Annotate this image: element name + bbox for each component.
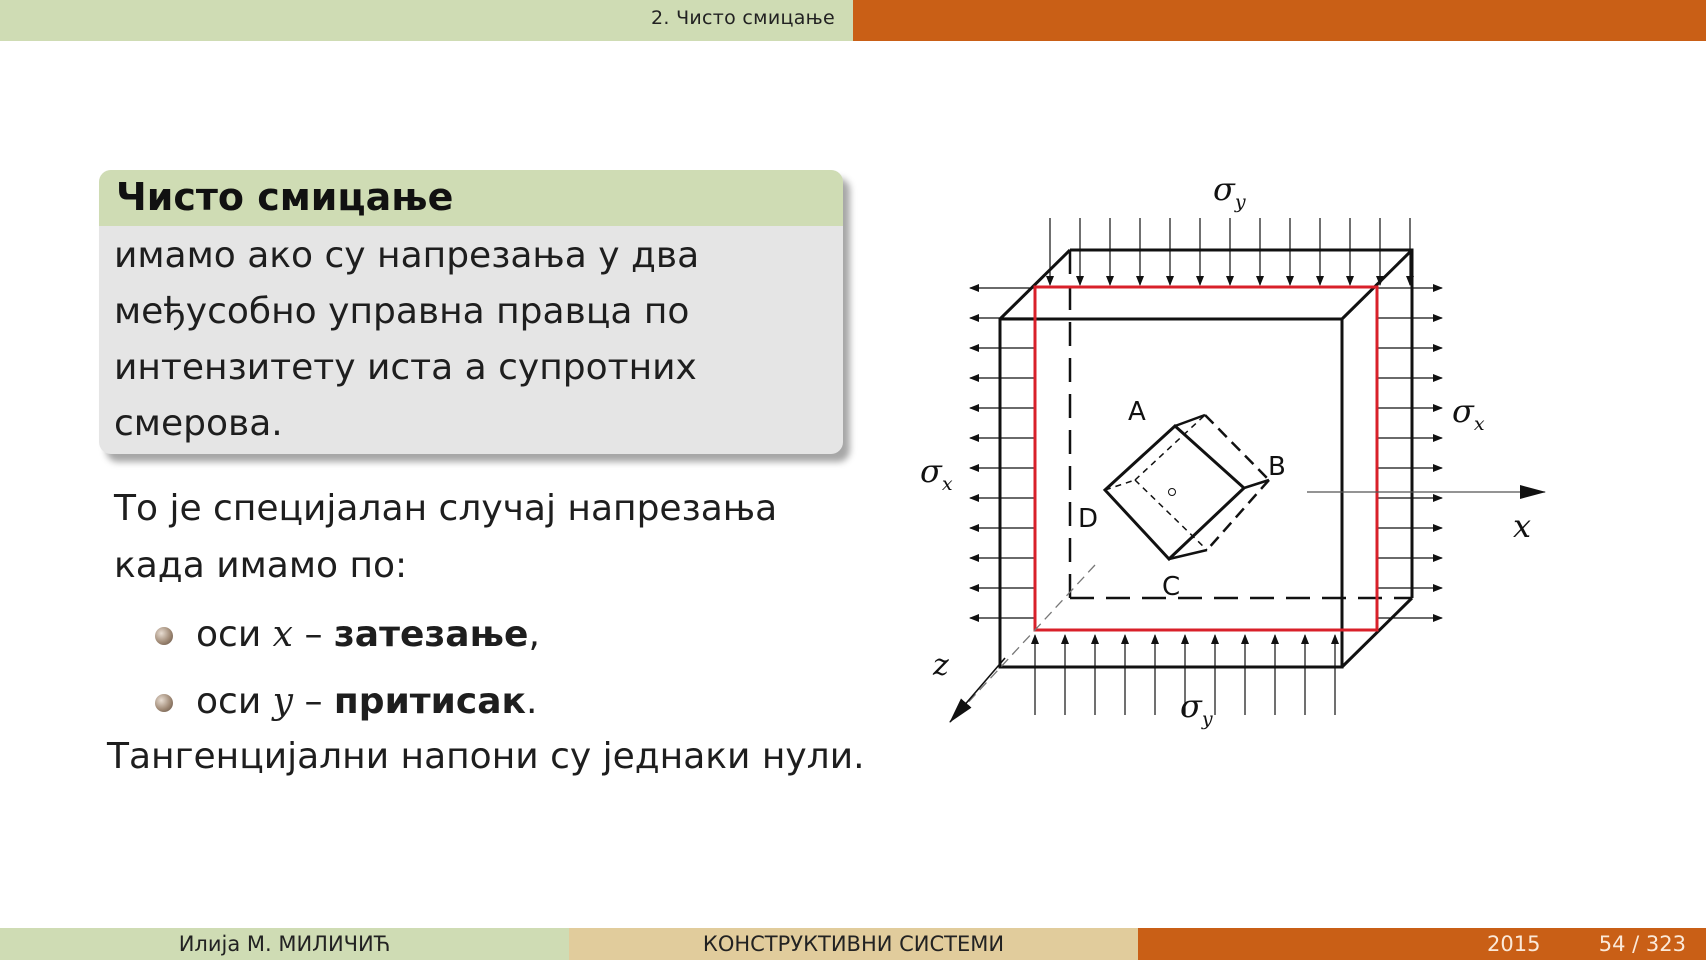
highlight-section (1035, 287, 1377, 630)
definition-line: имамо ако су напрезања у два (114, 235, 700, 276)
label-point-b: B (1268, 452, 1286, 482)
footer-year: 2015 (1487, 932, 1541, 956)
paragraph-line: када имамо по: (114, 545, 408, 586)
label-point-a: A (1128, 397, 1146, 427)
inner-element (1105, 415, 1269, 559)
footer-bar (0, 928, 1706, 960)
bullet-strong: затезање (333, 614, 529, 655)
math-var: y (272, 681, 294, 722)
bullet-strong: притисак (333, 681, 526, 722)
footer-page-number: 54 / 323 (1598, 932, 1686, 956)
footer-info (1138, 928, 1706, 960)
definition-title: Чисто смицање (99, 170, 843, 226)
cube-frame (1000, 250, 1412, 667)
definition-line: међусобно управна правца по (114, 291, 690, 332)
label-sigma-x-left: $\sigma_x$ (920, 452, 953, 495)
closing-line: Тангенцијални напони су једнаки нули. (107, 736, 865, 777)
bullet-item-x: оси x – затезање, (155, 603, 540, 670)
label-sigma-x-right: $\sigma_x$ (1452, 392, 1485, 435)
bullet-item-y: оси y – притисак. (155, 670, 540, 737)
bullet-list (155, 603, 540, 737)
header-bar (0, 0, 1706, 41)
definition-line: смерова. (114, 403, 283, 444)
bullet-icon (155, 694, 173, 712)
definition-block (99, 170, 843, 454)
definition-line: интензитету иста а супротних (114, 347, 697, 388)
section-title[interactable]: 2. Чисто смицање (651, 7, 835, 29)
intro-paragraph (114, 480, 854, 594)
math-var: x (272, 614, 293, 655)
definition-body (99, 226, 843, 452)
paragraph-line: То је специјалан случај напрезања (114, 488, 778, 529)
footer-course[interactable]: КОНСТРУКТИВНИ СИСТЕМИ (569, 928, 1138, 960)
header-left-segment (0, 0, 853, 41)
label-axis-x: x (1513, 507, 1532, 545)
stress-arrows (970, 218, 1442, 715)
label-point-c: C (1162, 572, 1181, 602)
label-axis-z: z (933, 648, 949, 683)
label-sigma-y-bottom: $\sigma_y$ (1180, 687, 1213, 730)
label-point-d: D (1078, 504, 1099, 534)
footer-author[interactable]: Илија М. МИЛИЧИЋ (0, 928, 569, 960)
header-right-segment (853, 0, 1706, 41)
label-sigma-y-top: $\sigma_y$ (1213, 170, 1246, 213)
bullet-icon (155, 627, 173, 645)
stress-figure (905, 170, 1565, 740)
stress-diagram (905, 170, 1565, 740)
